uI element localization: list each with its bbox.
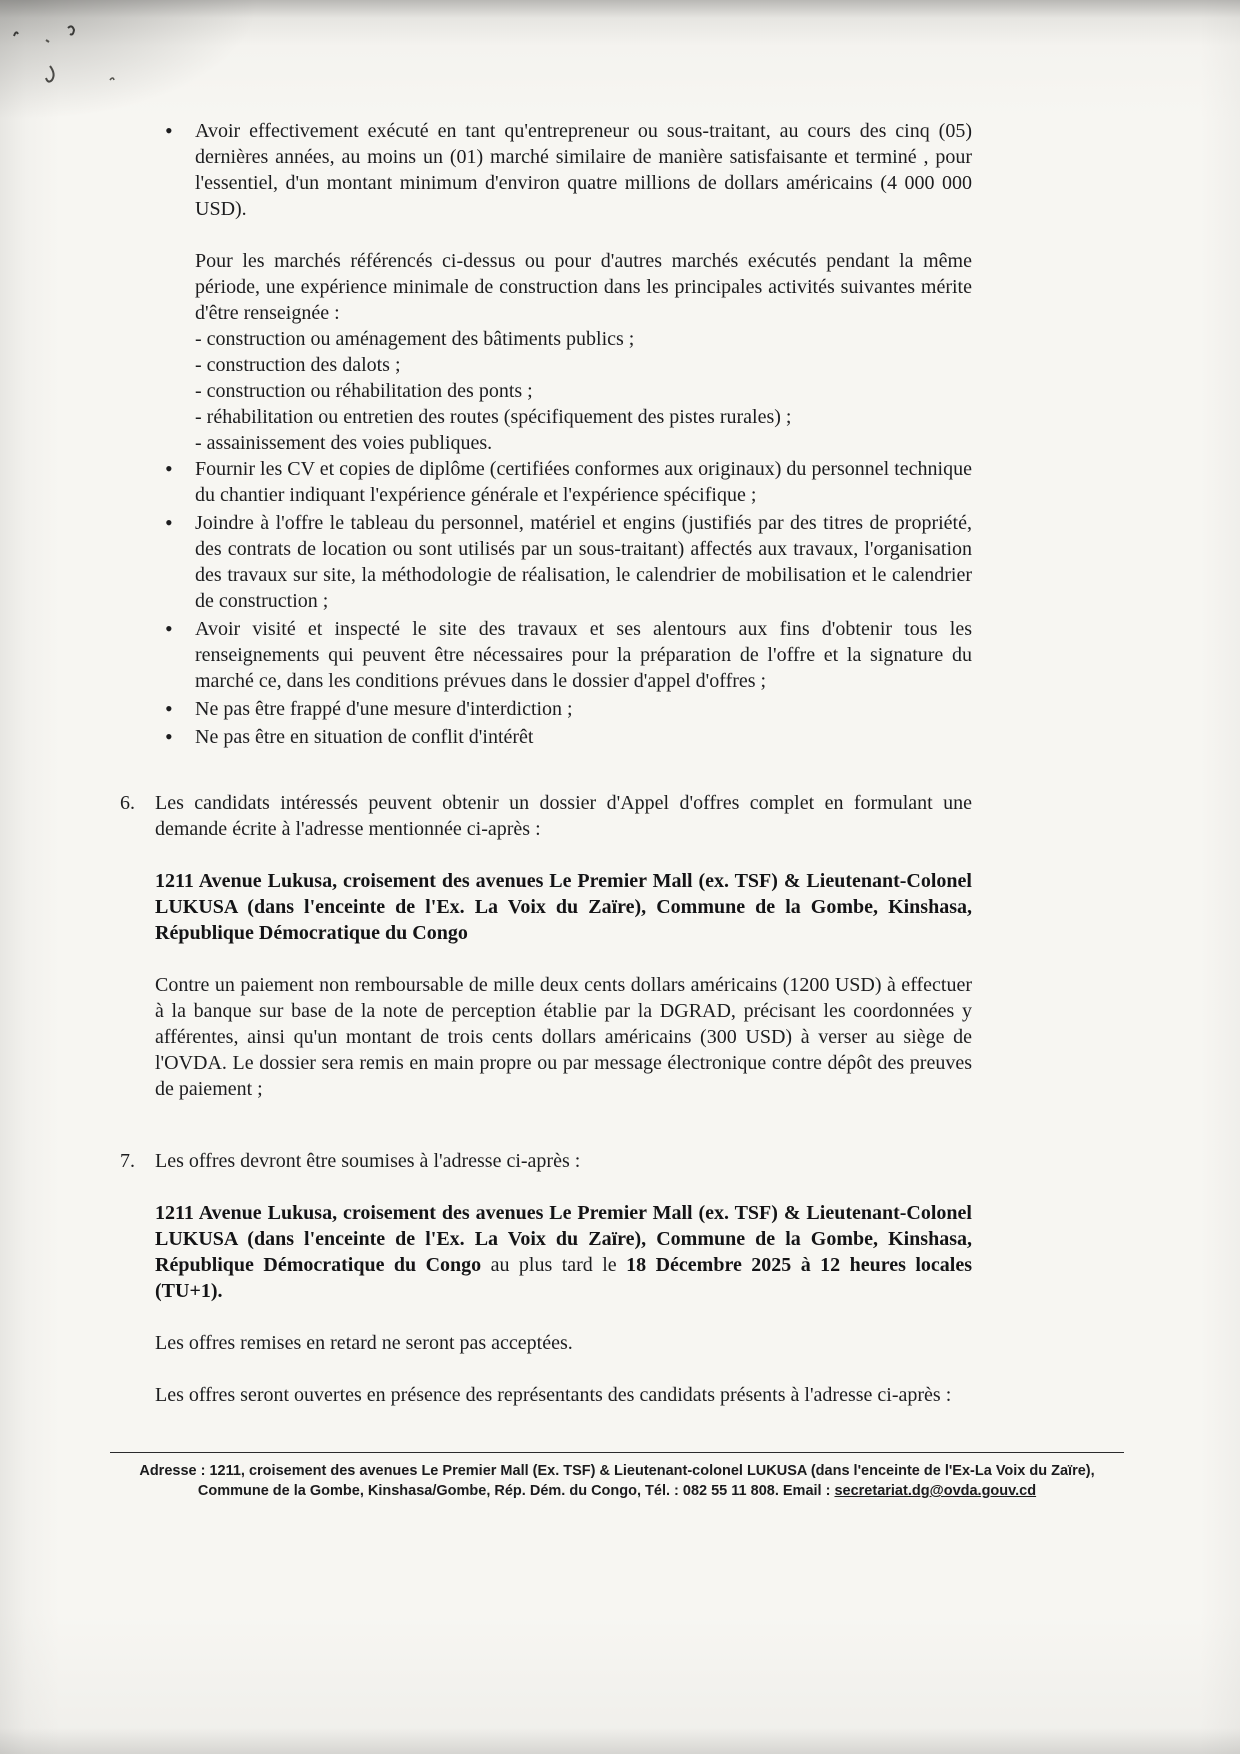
address-bold-text: 1211 Avenue Lukusa, croisement des avenues Le Premier Mall (ex. TSF) & Lieutenant-Colonel LUKUSA (dans l'enceinte de l'Ex. La Voix du Zaïre), Commune de la Gombe, Kinshasa, République Démocratique du Congo: [155, 1202, 972, 1276]
address-middle-text: au plus tard le: [481, 1254, 627, 1276]
bullet-icon: [165, 616, 185, 643]
late-offers-paragraph: Les offres remises en retard ne seront pas acceptées.: [155, 1332, 573, 1354]
dash-item: - construction ou réhabilitation des ponts ;: [195, 380, 533, 402]
paragraph: Les candidats intéressés peuvent obtenir un dossier d'Appel d'offres complet en formulant une demande écrite à l'adresse mentionnée ci-après :: [155, 792, 972, 840]
page-footer: [110, 1452, 1124, 1501]
bullet-text: Fournir les CV et copies de diplôme (certifiées conformes aux originaux) du personnel technique du chantier indiquant l'expérience générale et l'expérience spécifique ;: [195, 458, 972, 506]
bullet-icon: [165, 696, 185, 723]
dash-item: - assainissement des voies publiques.: [195, 432, 493, 454]
submission-address-block: [155, 1200, 972, 1304]
list-item: [165, 724, 972, 750]
dash-item: - réhabilitation ou entretien des routes (spécifiquement des pistes rurales) ;: [195, 406, 792, 428]
dash-item: - construction ou aménagement des bâtiments publics ;: [195, 328, 635, 350]
bullet-icon: [165, 510, 185, 537]
bullet-text: Joindre à l'offre le tableau du personnel, matériel et engins (justifiés par des titres de propriété, des contrats de location ou sont utilisés par un sous-traitant) affectés aux travaux, l'organisation des travaux sur site, la méthodologie de réalisation, le calendrier de mobilisation et le calendrier de construction ;: [195, 512, 972, 612]
list-item: [165, 456, 972, 508]
address-block: 1211 Avenue Lukusa, croisement des avenues Le Premier Mall (ex. TSF) & Lieutenant-Colonel LUKUSA (dans l'enceinte de l'Ex. La Voix du Zaïre), Commune de la Gombe, Kinshasa, République Démocratique du Congo: [155, 870, 972, 944]
bullet-text: Ne pas être frappé d'une mesure d'interdiction ;: [195, 698, 573, 720]
list-item: [165, 118, 972, 222]
list-item: [165, 616, 972, 694]
item-body: [155, 1148, 972, 1408]
footer-line-2-text: Commune de la Gombe, Kinshasa/Gombe, Rép. Dém. du Congo, Tél. : 082 55 11 808. Email :: [197, 1483, 835, 1499]
payment-paragraph: Contre un paiement non remboursable de mille deux cents dollars américains (1200 USD) à effectuer à la banque sur base de la note de perception établie par la DGRAD, précisant les coordonnées y afférentes, ainsi qu'un montant de trois cents dollars américains (300 USD) à verser au siège de l'OVDA. Le dossier sera remis en main propre ou par message électronique contre dépôt des preuves de paiement ;: [155, 974, 972, 1100]
footer-line-1: Adresse : 1211, croisement des avenues Le Premier Mall (Ex. TSF) & Lieutenant-colonel LUKUSA (dans l'enceinte de l'Ex-La Voix du Zaïre),: [139, 1463, 1095, 1479]
requirements-bullet-list: [120, 456, 972, 750]
numbered-item-6: [120, 790, 972, 1102]
paragraph: Les offres devront être soumises à l'adresse ci-après :: [155, 1150, 581, 1172]
qualification-bullet-list: [120, 118, 972, 222]
list-item: [165, 696, 972, 722]
experience-intro-block: [195, 248, 972, 456]
deadline-text: 18 Décembre 2025 à 12 heures locales (TU+1).: [155, 1254, 973, 1302]
bullet-text: Ne pas être en situation de conflit d'intérêt: [195, 726, 534, 748]
pen-marks-icon: [6, 22, 116, 92]
bullet-icon: [165, 724, 185, 751]
item-number: 7.: [120, 1150, 135, 1172]
bullet-text: Avoir effectivement exécuté en tant qu'entrepreneur ou sous-traitant, au cours des cinq (05) dernières années, au moins un (01) marché similaire de manière satisfaisante et terminé , pour l'essentiel, d'un montant minimum d'environ quatre millions de dollars américains (4 000 000 USD).: [195, 120, 972, 220]
numbered-item-7: [120, 1148, 972, 1408]
item-number: 6.: [120, 792, 135, 814]
opening-paragraph: Les offres seront ouvertes en présence des représentants des candidats présents à l'adresse ci-après :: [155, 1384, 952, 1406]
bullet-text: Avoir visité et inspecté le site des travaux et ses alentours aux fins d'obtenir tous les renseignements qui peuvent être nécessaires pour la préparation de l'offre et la signature du marché ce, dans les conditions prévues dans le dossier d'appel d'offres ;: [195, 618, 972, 692]
bullet-icon: [165, 118, 185, 145]
item-body: [155, 790, 972, 1102]
paragraph: Pour les marchés référencés ci-dessus ou pour d'autres marchés exécutés pendant la même période, une expérience minimale de construction dans les principales activités suivantes mérite d'être renseignée :: [195, 250, 972, 324]
dash-item: - construction des dalots ;: [195, 354, 401, 376]
email-link[interactable]: secretariat.dg@ovda.gouv.cd: [834, 1483, 1037, 1499]
construction-activities-list: [195, 326, 972, 456]
bullet-icon: [165, 456, 185, 483]
list-item: [165, 510, 972, 614]
scan-bottom-shadow: [0, 1728, 1240, 1754]
document-body: [120, 118, 972, 1408]
footer-line-2: [110, 1481, 1124, 1501]
